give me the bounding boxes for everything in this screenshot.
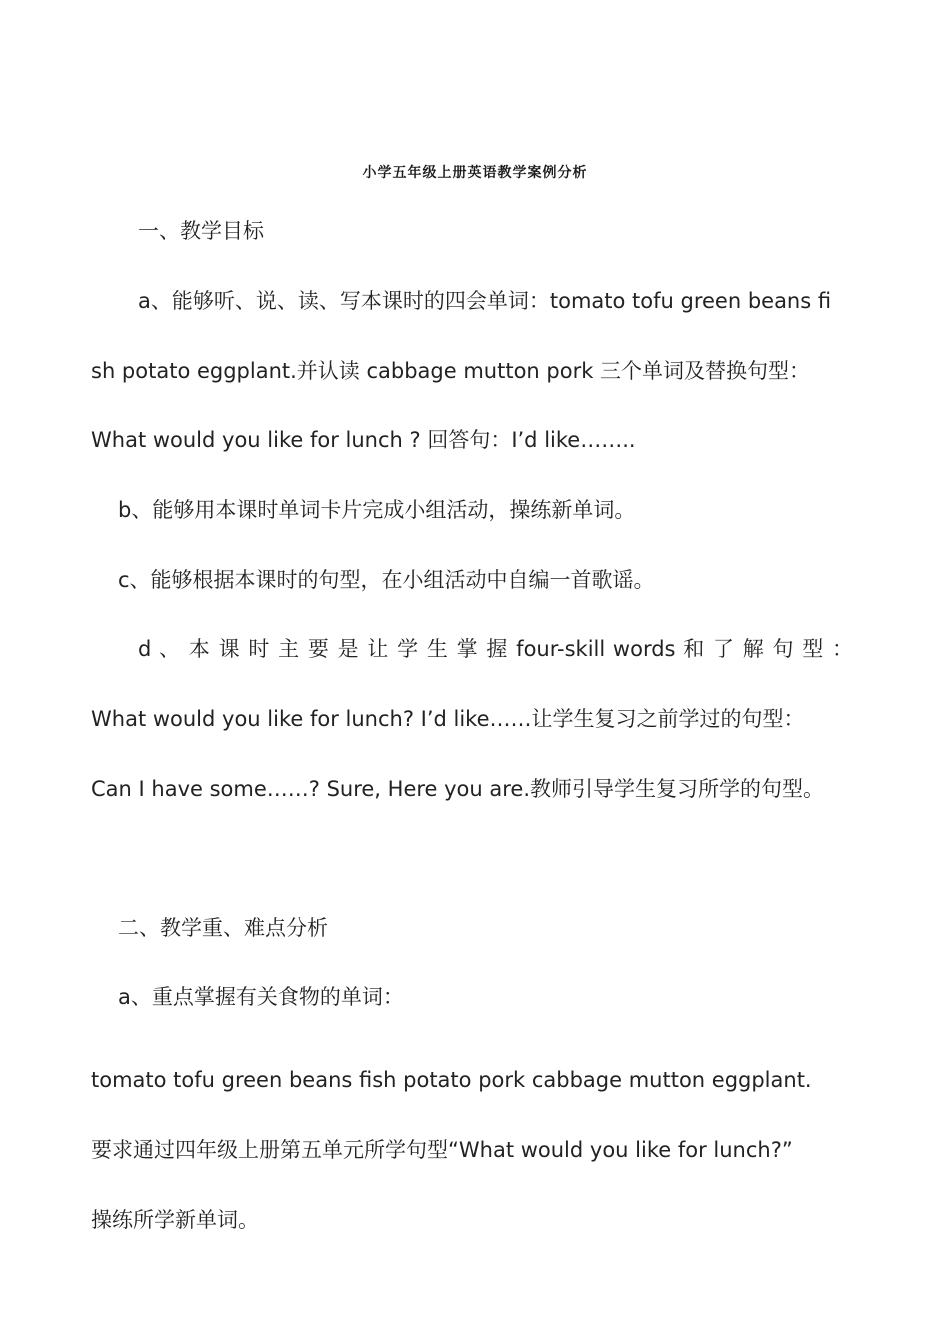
section1-item-d-line1: d 、 本 课 时 主 要 是 让 学 生 掌 握 four-skill words 和 了 解 句 型 ： bbox=[138, 637, 853, 661]
section1-item-d-line2: What would you like for lunch? I’d like……让学生复习之前学过的句型： bbox=[91, 707, 805, 731]
section1-item-b: b、能够用本课时单词卡片完成小组活动，操练新单词。 bbox=[118, 498, 636, 522]
section2-requirement-line2: 操练所学新单词。 bbox=[91, 1208, 259, 1232]
section2-word-list: tomato tofu green beans fish potato pork cabbage mutton eggplant. bbox=[91, 1068, 812, 1092]
section2-requirement-line1: 要求通过四年级上册第五单元所学句型“What would you like for lunch?” bbox=[91, 1138, 793, 1162]
section1-item-d-line3: Can I have some……? Sure, Here you are.教师引导学生复习所学的句型。 bbox=[91, 777, 825, 801]
section1-item-c: c、能够根据本课时的句型，在小组活动中自编一首歌谣。 bbox=[118, 568, 655, 592]
section1-item-a-line1: a、能够听、说、读、写本课时的四会单词：tomato tofu green beans fi bbox=[138, 289, 832, 313]
section2-heading: 二、教学重、难点分析 bbox=[118, 916, 328, 940]
section1-heading: 一、教学目标 bbox=[138, 219, 264, 243]
section1-item-a-line2: sh potato eggplant.并认读 cabbage mutton pork 三个单词及替换句型： bbox=[91, 359, 811, 383]
section2-item-a: a、重点掌握有关食物的单词： bbox=[118, 985, 404, 1009]
section1-item-a-line3: What would you like for lunch ? 回答句：I’d like…….. bbox=[91, 428, 636, 452]
page-title: 小学五年级上册英语教学案例分析 bbox=[362, 165, 588, 181]
